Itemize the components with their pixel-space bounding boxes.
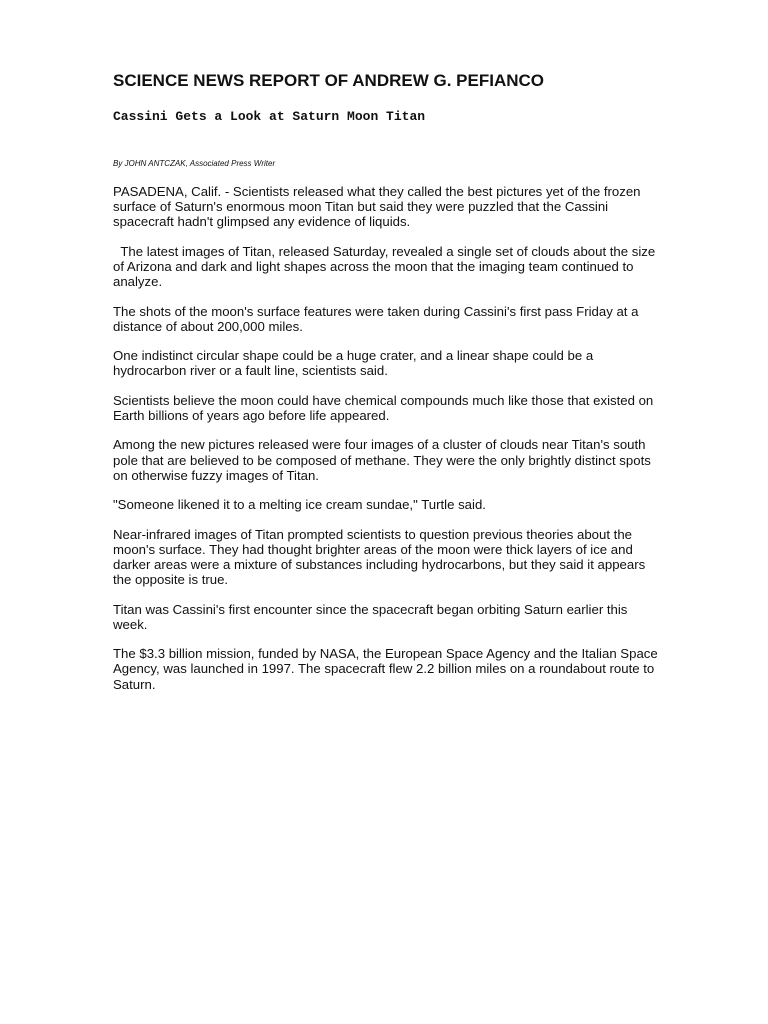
paragraph: The shots of the moon's surface features were taken during Cassini's first pass Friday at a distance of about 200,000 miles. bbox=[113, 303, 643, 334]
paragraph: The $3.3 billion mission, funded by NASA, the European Space Agency and the Italian Space Agency, was launched in 1997. The spacecraft flew 2.2 billion miles on a roundabout route to Saturn. bbox=[113, 646, 661, 692]
document-page bbox=[113, 70, 661, 706]
paragraph: PASADENA, Calif. - Scientists released what they called the best pictures yet of the frozen surface of Saturn's enormous moon Titan but said they were puzzled that the Cassini spacecraft hadn't glimpsed any evidence of liquids. bbox=[113, 184, 645, 230]
paragraph: Among the new pictures released were four images of a cluster of clouds near Titan's south pole that are believed to be composed of methane. They were the only brightly distinct spots on otherwise fuzzy images of Titan. bbox=[113, 437, 655, 483]
byline: By JOHN ANTCZAK, Associated Press Writer bbox=[113, 159, 276, 168]
article-headline: Cassini Gets a Look at Saturn Moon Titan bbox=[113, 109, 426, 124]
paragraph: Near-infrared images of Titan prompted scientists to question previous theories about the moon's surface. They had thought brighter areas of the moon were thick layers of ice and darker areas were a mixture of substances including hydrocarbons, but they said it appears the opposite is true. bbox=[113, 526, 649, 588]
paragraph: The latest images of Titan, released Saturday, revealed a single set of clouds about the size of Arizona and dark and light shapes across the moon that the imaging team continued to analyze. bbox=[113, 243, 659, 290]
paragraph: "Someone likened it to a melting ice cream sundae," Turtle said. bbox=[113, 497, 486, 513]
paragraph: Scientists believe the moon could have chemical compounds much like those that existed on Earth billions of years ago before life appeared. bbox=[113, 392, 657, 423]
paragraph: One indistinct circular shape could be a huge crater, and a linear shape could be a hydrocarbon river or a fault line, scientists said. bbox=[113, 348, 597, 379]
article-body bbox=[113, 184, 661, 692]
paragraph: Titan was Cassini's first encounter since the spacecraft began orbiting Saturn earlier this week. bbox=[113, 601, 632, 632]
report-title: SCIENCE NEWS REPORT OF ANDREW G. PEFIANCO bbox=[113, 71, 545, 90]
